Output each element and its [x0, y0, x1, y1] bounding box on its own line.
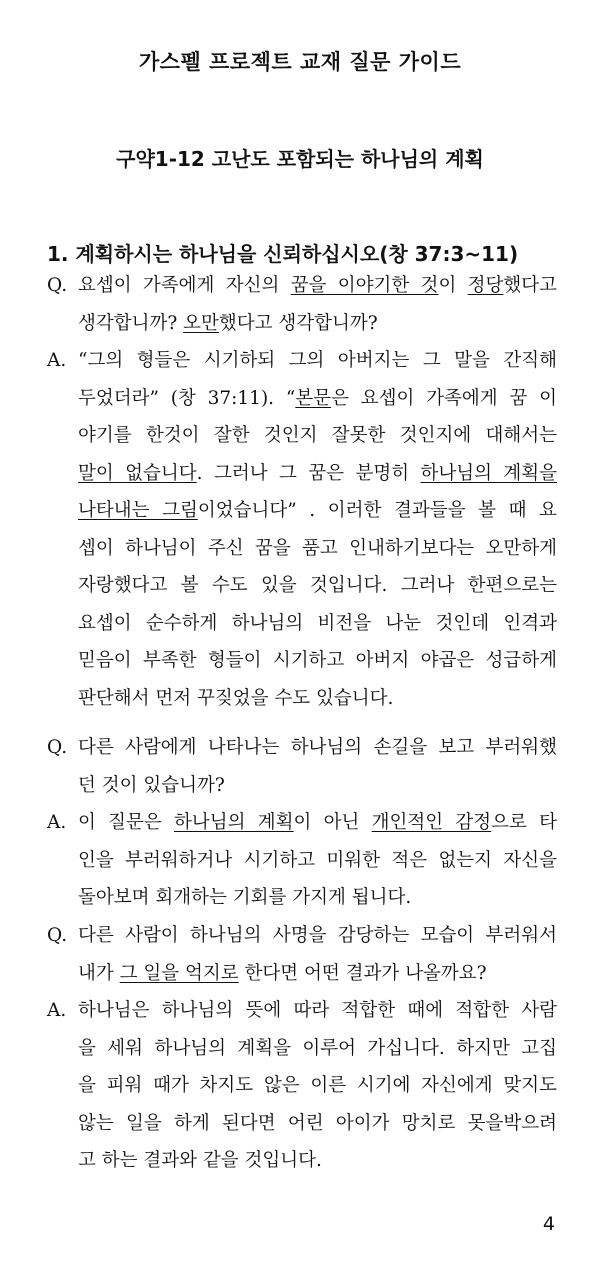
answer-block [47, 992, 557, 1180]
underlined-phrase: 오만 [183, 312, 219, 334]
text-line [78, 767, 557, 805]
answer-marker: A. [47, 812, 67, 833]
text-run: 하나님은 하나님의 뜻에 따라 적합한 때에 적합한 사람 [78, 1000, 557, 1021]
text-line [78, 567, 557, 605]
text-line [78, 1105, 557, 1143]
page-title: 가스펠 프로젝트 교재 질문 가이드 [138, 50, 462, 74]
text-line [78, 455, 557, 493]
underlined-phrase: 정당 [467, 275, 504, 296]
text-line [78, 642, 557, 680]
lesson-subtitle: 구약1-12 고난도 포함되는 하나님의 계획 [116, 147, 484, 171]
answer-block [47, 342, 557, 717]
text-run: 은 요셉이 가족에게 꿈 이 [331, 387, 558, 409]
text-line [78, 1142, 557, 1180]
text-line [78, 417, 557, 455]
text-line [78, 680, 557, 718]
text-run: 이었습니다” . 이러한 결과들을 볼 때 요 [197, 500, 557, 521]
question-marker: Q. [47, 275, 68, 296]
text-line [78, 267, 557, 305]
question-block [47, 917, 557, 992]
text-line [78, 1030, 557, 1068]
section-heading: 1. 계획하시는 하나님을 신뢰하십시오(창 37:3~11) [47, 242, 519, 266]
underlined-phrase: 본문 [295, 387, 332, 409]
answer-marker: A. [47, 1000, 67, 1021]
text-line [78, 1067, 557, 1105]
text-run: 인을 부러워하거나 시기하고 미워한 적은 없는지 자신을 [78, 849, 557, 871]
text-line [78, 879, 557, 917]
underlined-phrase: 그 일을 억지로 [119, 962, 239, 984]
question-marker: Q. [47, 925, 68, 946]
text-line [78, 804, 557, 842]
text-line [78, 305, 557, 343]
underlined-phrase: 하나님의 계획 [174, 812, 294, 833]
underlined-phrase: 말이 없습니다 [78, 462, 197, 484]
text-line [78, 342, 557, 380]
underlined-phrase: 개인적인 감정 [371, 812, 492, 833]
text-run: 한다면 어떤 결과가 나올까요? [238, 962, 487, 984]
text-run: 판단해서 먼저 꾸짖었을 수도 있습니다. [78, 687, 394, 709]
text-run: 이 아닌 [293, 812, 372, 833]
text-run: “그의 형들은 시기하되 그의 아버지는 그 말을 간직해 [78, 350, 557, 371]
text-run: 두었더라” (창 37:11). “ [78, 387, 296, 409]
text-run: 다른 사람이 하나님의 사명을 감당하는 모습이 부러워서 [78, 925, 557, 946]
answer-marker: A. [47, 350, 67, 371]
text-line [78, 955, 557, 993]
text-run: 다른 사람에게 나타나는 하나님의 손길을 보고 부러워했 [78, 737, 557, 758]
text-run: 돌아보며 회개하는 기회를 가지게 됩니다. [78, 887, 412, 908]
text-run: 요셉이 가족에게 자신의 [78, 275, 291, 296]
text-run: 던 것이 있습니까? [78, 774, 225, 796]
text-line [78, 492, 557, 530]
underlined-phrase: 나타내는 그림 [78, 500, 198, 521]
text-line [78, 729, 557, 767]
text-run: 자랑했다고 볼 수도 있을 것입니다. 그러나 한편으로는 [78, 575, 557, 596]
text-run: 을 피워 때가 차지도 않은 이른 시기에 자신에게 맞지도 [78, 1075, 557, 1096]
text-run: 했다고 [503, 275, 558, 296]
text-line [78, 605, 557, 643]
underlined-phrase: 하나님의 계획을 [420, 462, 558, 484]
answer-block [47, 804, 557, 917]
text-run: . 그러나 그 꿈은 분명히 [196, 462, 421, 484]
text-run: 했다고 생각합니까? [218, 312, 378, 334]
text-run: 내가 [78, 962, 120, 984]
text-line [78, 917, 557, 955]
text-run: 을 세워 하나님의 계획을 이루어 가십니다. 하지만 고집 [78, 1037, 557, 1059]
text-line [78, 842, 557, 880]
page-number: 4 [542, 1213, 555, 1235]
question-block [47, 267, 557, 342]
text-run: 요셉이 순수하게 하나님의 비전을 나눈 것인데 인격과 [78, 612, 557, 634]
text-line [78, 530, 557, 568]
text-run: 생각합니까? [78, 312, 184, 334]
text-run: 으로 타 [491, 812, 558, 833]
text-run: 않는 일을 하게 된다면 어린 아이가 망치로 못을박으려 [78, 1112, 557, 1134]
text-run: 셉이 하나님이 주신 꿈을 품고 인내하기보다는 오만하게 [78, 537, 557, 559]
text-line [78, 380, 557, 418]
text-run: 믿음이 부족한 형들이 시기하고 아버지 야곱은 성급하게 [78, 650, 557, 671]
question-block [47, 729, 557, 804]
question-marker: Q. [47, 737, 68, 758]
underlined-phrase: 꿈을 이야기한 것 [290, 275, 439, 296]
text-run: 이 질문은 [78, 812, 175, 833]
text-run: 이 [438, 275, 468, 296]
text-run: 야기를 한것이 잘한 것인지 잘못한 것인지에 대해서는 [78, 425, 557, 446]
text-run: 고 하는 결과와 같을 것입니다. [78, 1150, 322, 1171]
text-line [78, 992, 557, 1030]
